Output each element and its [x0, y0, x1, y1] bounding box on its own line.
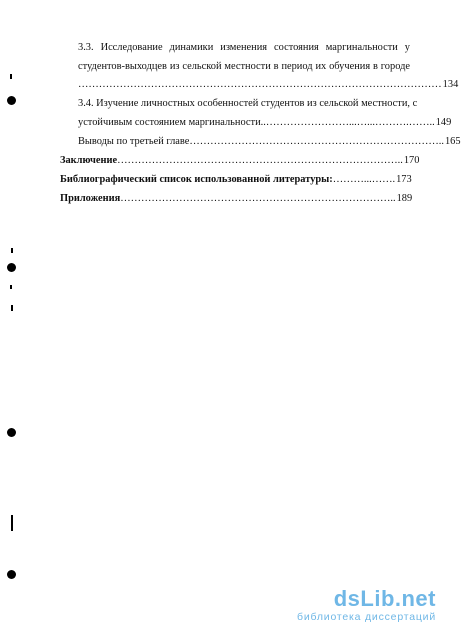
toc-entry-3-3-line-1: 3.3. Исследование динамики изменения состояния маргинальности у [78, 42, 410, 53]
binder-hole-mark [7, 263, 16, 272]
toc-entry-text: Приложения [60, 193, 121, 204]
dot-leader: ………...……. [332, 174, 396, 185]
binder-hole-mark [7, 570, 16, 579]
watermark-subtitle: библиотека диссертаций [297, 611, 436, 623]
watermark-logo: dsLib.net [333, 586, 436, 611]
page-number: 170 [403, 155, 420, 166]
page-number: 165 [444, 136, 461, 147]
toc-entry-3-3-line-3 [78, 78, 459, 91]
page-number: 134 [442, 79, 459, 90]
page-number: 173 [396, 174, 412, 185]
page-number: 189 [396, 193, 413, 204]
toc-entry-zakluchenie [60, 154, 420, 167]
toc-entry-text: Выводы по третьей главе [78, 136, 190, 147]
toc-entry-text: устойчивым состоянием маргинальности [78, 117, 261, 128]
dot-leader: …………………………………………………………………………………………… [78, 79, 442, 90]
dot-leader: ..……………………...…...……….…….. [260, 117, 435, 128]
toc-entry-text: Заключение [60, 155, 118, 166]
margin-mark [11, 515, 13, 531]
binder-hole-mark [7, 428, 16, 437]
binder-hole-mark [7, 96, 16, 105]
watermark [297, 587, 436, 623]
toc-entry-3-4-line-2 [78, 116, 452, 129]
toc-entry-vyvody [78, 135, 461, 148]
dot-leader: ……………………………………………………………………….. [117, 155, 403, 166]
margin-mark [11, 305, 13, 311]
dot-leader: ……………………………………………………………….. [189, 136, 444, 147]
dot-leader: …………………………………………………………………….. [120, 193, 396, 204]
margin-mark [10, 74, 12, 79]
toc-entry-bibliography [60, 173, 410, 186]
toc-entry-3-4-line-1: 3.4. Изучение личностных особенностей студентов из сельской местности, с [78, 98, 418, 109]
margin-mark [11, 248, 13, 253]
toc-entry-text: Библиографический список использованной литературы: [60, 174, 333, 185]
page-number: 149 [435, 117, 452, 128]
toc-entry-prilozhenia [60, 192, 413, 205]
toc-entry-3-3-line-2: студентов-выходцев из сельской местности в период их обучения в городе [78, 61, 410, 72]
margin-mark [10, 285, 12, 289]
